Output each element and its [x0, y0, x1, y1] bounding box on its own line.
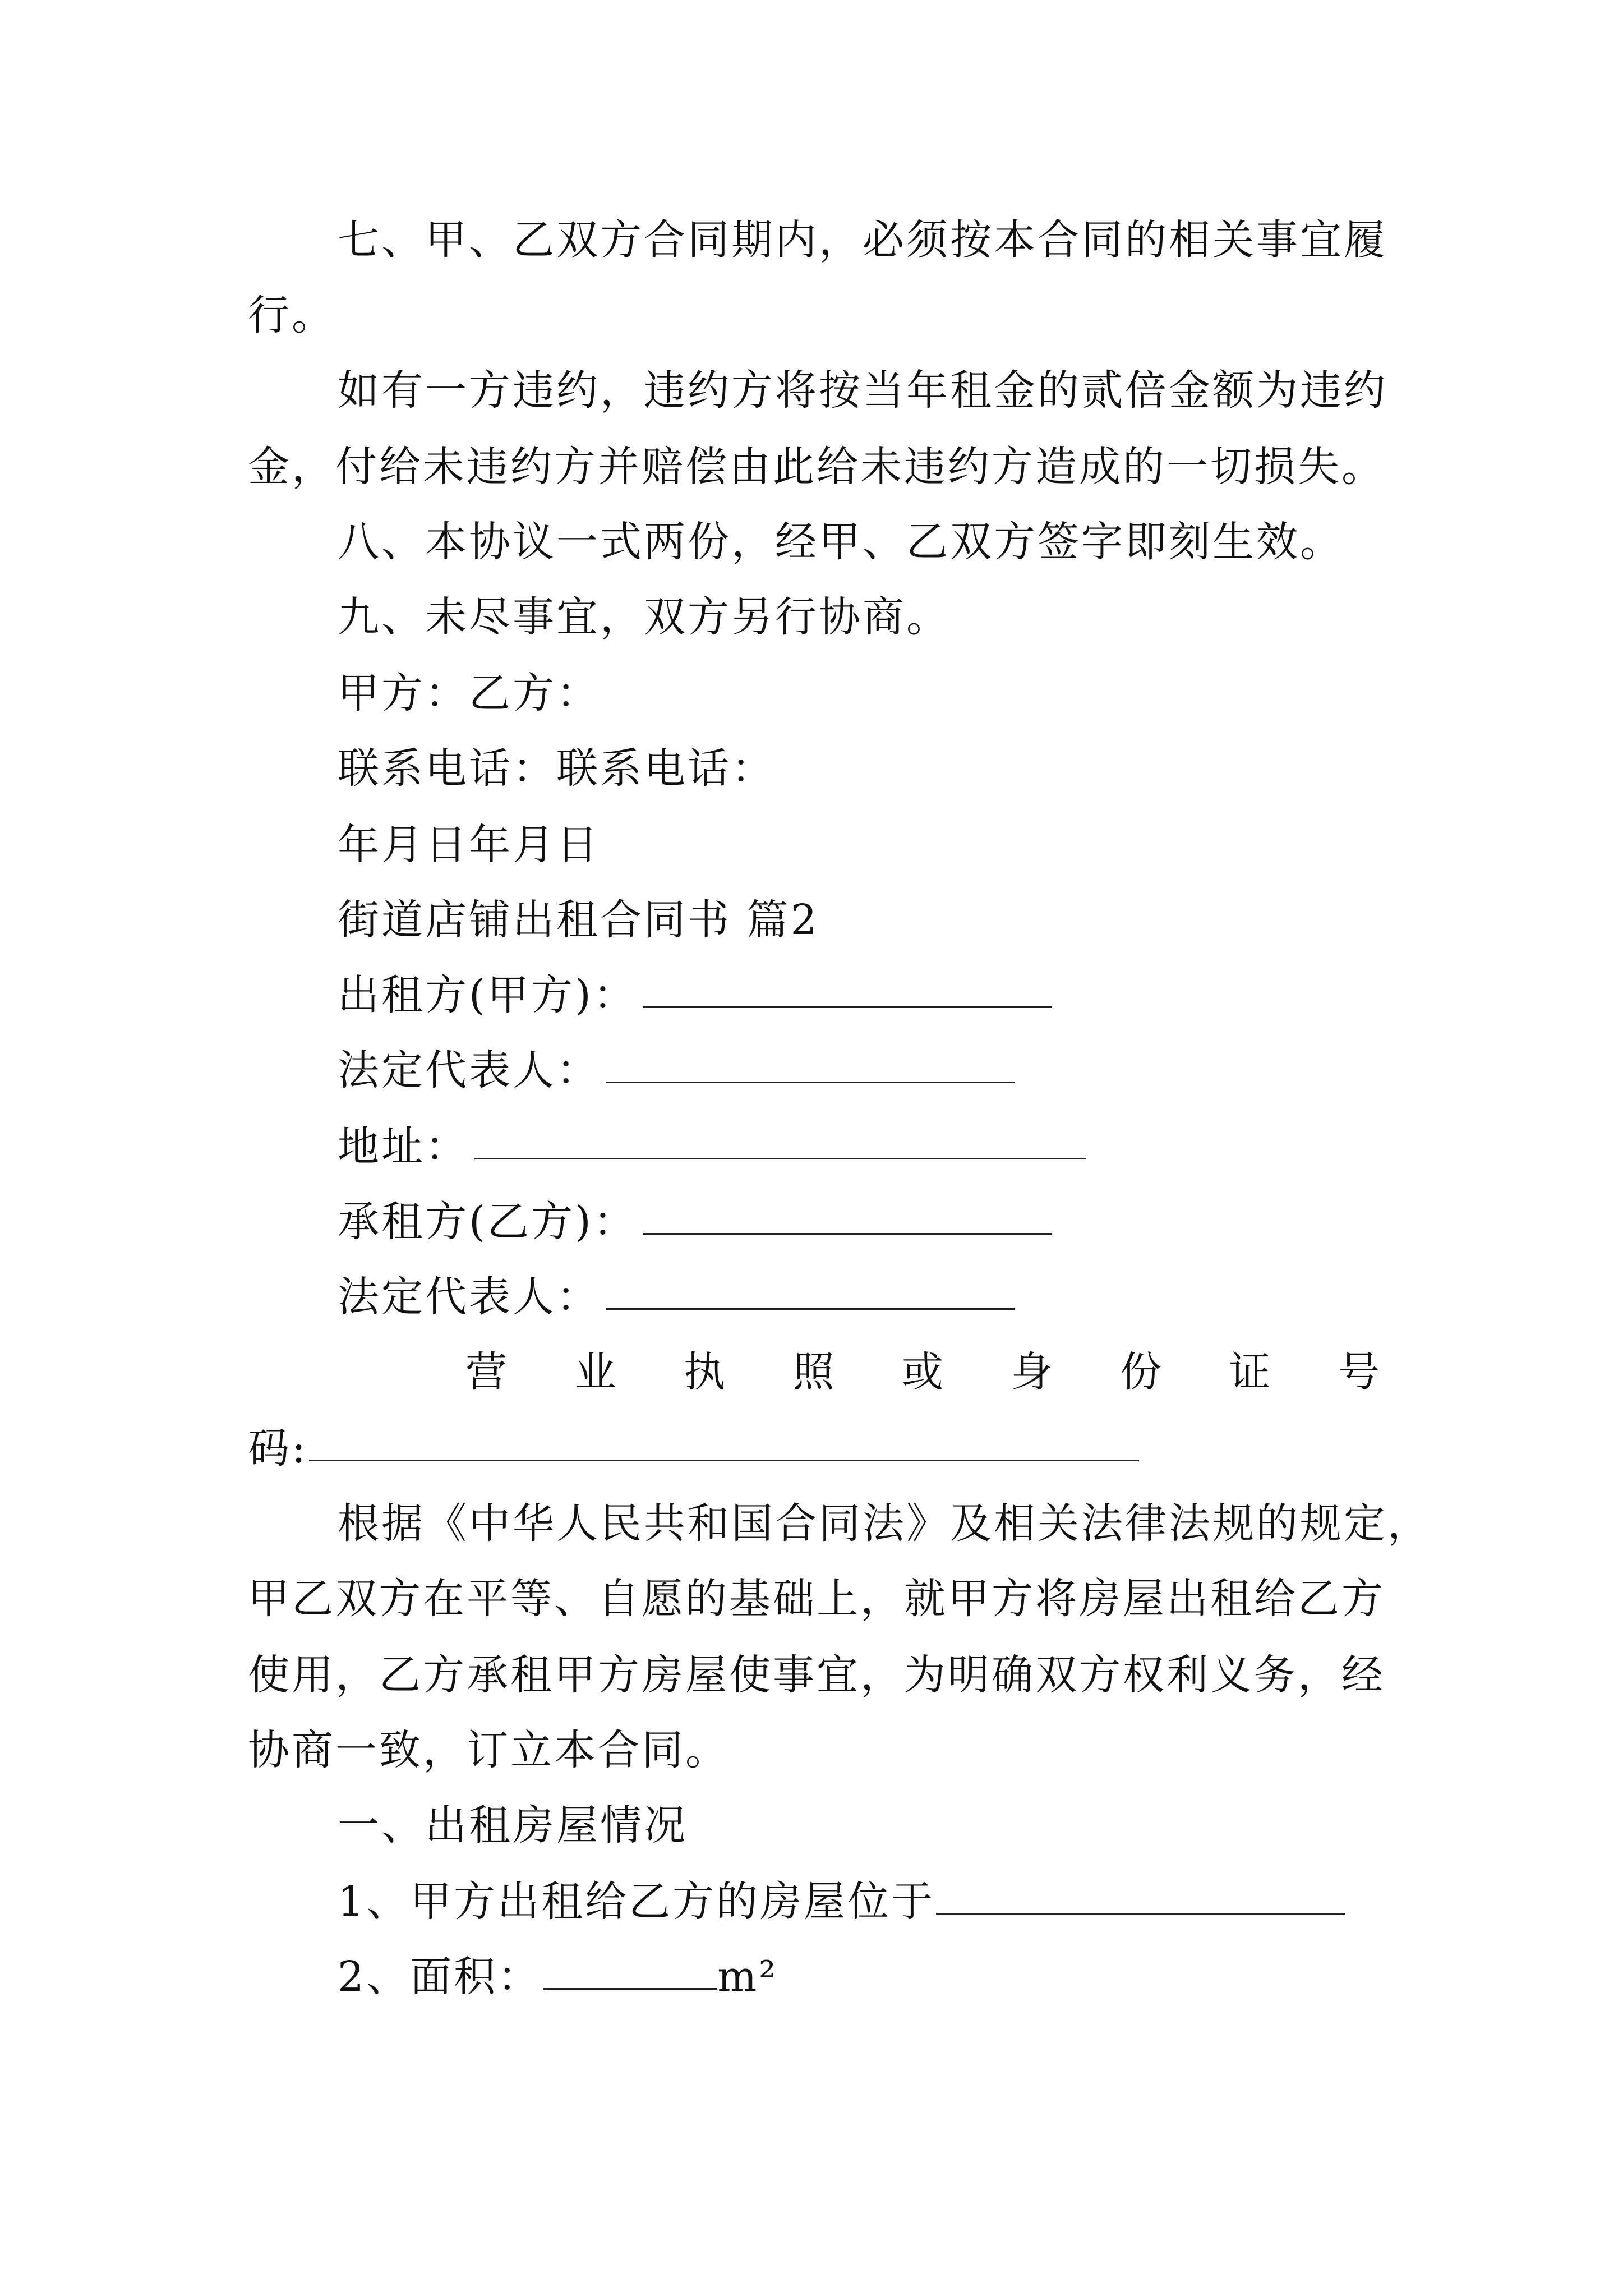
section-title: 街道店铺出租合同书 篇2	[338, 896, 819, 944]
clause-9: 九、未尽事宜，双方另行协商。	[338, 593, 950, 641]
address-label: 地址：	[338, 1122, 469, 1171]
lessee-label: 承租方(乙方)：	[338, 1198, 637, 1246]
preamble-line-1: 根据《中华人民共和国合同法》及相关法律法规的规定，	[338, 1499, 1431, 1548]
clause-7-line-2: 行。	[248, 291, 335, 339]
spread-char: 份	[1120, 1348, 1161, 1396]
lessee-rep-blank	[606, 1269, 1015, 1310]
premises-location-label: 1、甲方出租给乙方的房屋位于	[338, 1878, 935, 1926]
breach-line-2: 金，付给未违约方并赔偿由此给未违约方造成的一切损失。	[248, 443, 1385, 491]
area-blank	[543, 1949, 717, 1990]
contact-phones: 联系电话：联系电话：	[338, 744, 775, 793]
lessee-rep-label: 法定代表人：	[338, 1273, 600, 1321]
clause-7-line-1: 七、甲、乙双方合同期内，必须按本合同的相关事宜履	[338, 216, 1387, 264]
lessor-blank	[643, 967, 1052, 1008]
license-id-field	[248, 1420, 1139, 1476]
lessor-rep-field	[338, 1042, 1015, 1098]
lessee-field	[338, 1194, 1052, 1250]
signature-parties: 甲方：乙方：	[338, 669, 600, 717]
preamble-line-3: 使用，乙方承租甲方房屋使事宜，为明确双方权利义务，经	[248, 1651, 1385, 1699]
spread-char: 照	[792, 1348, 834, 1396]
spread-char: 执	[684, 1348, 725, 1396]
premises-location-blank	[936, 1874, 1345, 1915]
spread-char: 或	[902, 1348, 943, 1396]
area-label: 2、面积：	[338, 1953, 542, 2001]
spread-char: 身	[1011, 1348, 1053, 1396]
address-blank	[474, 1119, 1086, 1159]
lessor-rep-blank	[606, 1042, 1015, 1083]
clause-8: 八、本协议一式两份，经甲、乙双方签字即刻生效。	[338, 518, 1344, 566]
preamble-line-2: 甲乙双方在平等、自愿的基础上，就甲方将房屋出租给乙方	[248, 1575, 1385, 1623]
spread-char: 证	[1229, 1348, 1271, 1396]
spread-char: 业	[574, 1348, 616, 1396]
lessee-rep-field	[338, 1269, 1015, 1325]
spread-char: 号	[1338, 1348, 1380, 1396]
signature-dates: 年月日年月日	[338, 821, 600, 869]
license-id-label: 码:	[248, 1424, 308, 1473]
lessee-blank	[643, 1194, 1052, 1235]
spread-char: 营	[465, 1348, 507, 1396]
license-id-blank	[309, 1420, 1139, 1461]
lessor-label: 出租方(甲方)：	[338, 971, 637, 1019]
lessor-rep-label: 法定代表人：	[338, 1046, 600, 1094]
address-field	[338, 1119, 1086, 1175]
breach-line-1: 如有一方违约，违约方将按当年租金的贰倍金额为违约	[338, 366, 1387, 415]
area-unit: m²	[717, 1953, 778, 2001]
section-heading-1: 一、出租房屋情况	[338, 1801, 688, 1849]
license-id-label-spread	[465, 1344, 1380, 1400]
premises-location-field	[338, 1874, 1345, 1930]
preamble-line-4: 协商一致，订立本合同。	[248, 1726, 729, 1774]
area-field	[338, 1949, 778, 2005]
lessor-field	[338, 967, 1052, 1023]
